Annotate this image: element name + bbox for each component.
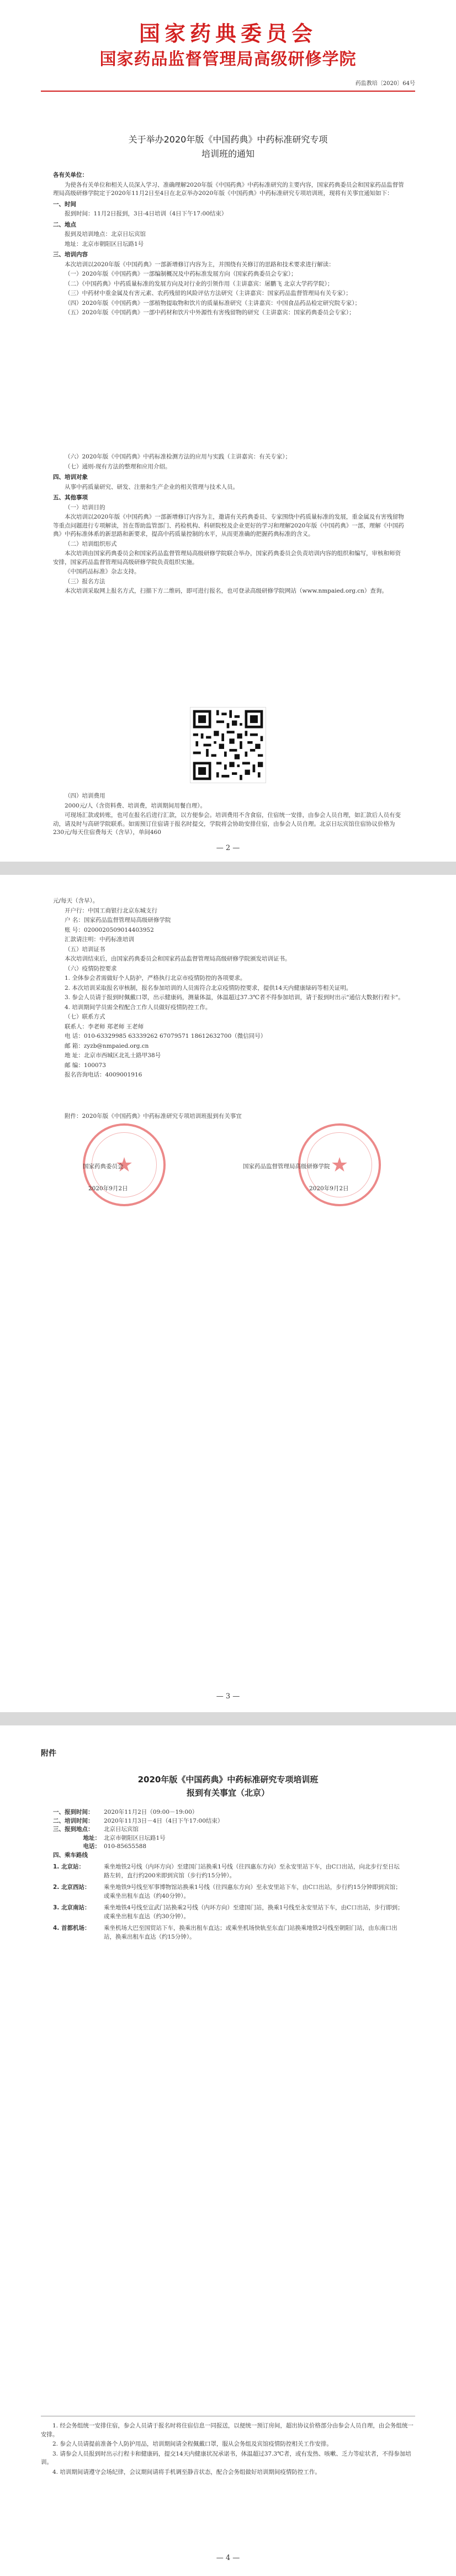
org-header-2: 国家药品监督管理局高级研修学院 bbox=[99, 50, 357, 69]
page-gap bbox=[0, 862, 456, 875]
star-icon: ★ bbox=[330, 1153, 349, 1176]
attachment-row: 地址： 北京市朝阳区日坛路1号 bbox=[83, 1834, 166, 1841]
section-3: 三、培训内容 bbox=[53, 251, 88, 258]
bank-account-name: 户 名：国家药品监督管理局高级研修学院 bbox=[65, 917, 171, 923]
title-line-1: 关于举办2020年版《中国药典》中药标准研究专项 bbox=[128, 134, 328, 145]
section-3-item: （二）《中国药典》中药质量标准的发展方向及对行业的引领作用（主讲嘉宾：屠鹏飞 北京大学药学院）； bbox=[65, 280, 333, 287]
note-item: 4. 培训期间请遵守会场纪律，会议期间请将手机调至静音状态，配合会务组做好培训期间疫情防控工作。 bbox=[52, 2468, 321, 2475]
section-5: 五、其他事项 bbox=[53, 494, 88, 501]
route-row: 1. 北京站： 乘坐地铁2号线（内环方向）至建国门站换乘1号线（往四惠东方向）至永安里站下车，由C口出站，向北步行至日坛路左转，直行约200米即到宾馆（步行约15分钟）。 bbox=[53, 1864, 400, 1879]
covid-item: 3. 参会人员请于报到时佩戴口罩，出示健康码，测量体温，体温超过37.3℃者不得参加培训，请于报到时出示"通信大数据行程卡"。 bbox=[65, 994, 404, 1001]
section-3-tail: （七）通则-现有方法的整理和应用介绍。 bbox=[65, 463, 171, 470]
section-5-3: （三）报名方法 bbox=[65, 578, 105, 585]
attachment-row: 四、乘车路线 bbox=[53, 1851, 88, 1859]
bank-name: 开户行：中国工商银行北京东城支行 bbox=[65, 907, 157, 914]
sign-date-2: 2020年9月2日 bbox=[309, 1185, 349, 1192]
page-3-body bbox=[53, 897, 404, 1081]
section-4-text: 从事中药质量研究、研发、注册和生产企业的相关管理与技术人员。 bbox=[65, 483, 238, 490]
covid-item: 2. 本次培训采取报名审核制，报名参加培训的人员需符合北京疫情防控要求，提供14天内健康绿码等相关证明。 bbox=[65, 984, 352, 991]
section-3-item: （四）2020年版《中国药典》一部植物提取物和饮片的质量标准研究（主讲嘉宾：中国食品药品检定研究院专家）； bbox=[65, 299, 360, 307]
section-5-4-text-2: 可现场汇款或转账，也可在报名后进行汇款，以方便参会。培训费用不含食宿，住宿统一安排，由参会人员自理，如汇款后人员有变动，请及时与高研学院联系。如需预订住宿请于报名时提交，学院将会协助安排住宿，由参会人员自理。北京日坛宾馆住宿协议价格为230元/每天住宿费每天（含早），单间460 bbox=[53, 812, 401, 836]
section-4: 四、培训对象 bbox=[53, 474, 88, 481]
title-line-2: 培训班的通知 bbox=[201, 149, 254, 159]
covid-item: 4. 培训期间学员需全程配合工作人员做好疫情防控工作。 bbox=[65, 1004, 211, 1011]
signature-2: 国家药品监督管理局高级研修学院 bbox=[243, 1163, 330, 1170]
section-5-6: （六）疫情防控要求 bbox=[65, 965, 117, 972]
sheet-3 bbox=[0, 1725, 456, 2576]
attachment-row: 一、报到时间： 2020年11月2日（09:00－19:00） bbox=[53, 1809, 198, 1815]
section-5-7: （七）联系方式 bbox=[65, 1013, 105, 1020]
section-3-item: （六）2020年版《中国药典》中药标准检测方法的应用与实践（主讲嘉宾：有关专家）； bbox=[65, 453, 291, 460]
red-divider bbox=[41, 91, 415, 92]
section-3-item: （三）中药材中重金属及有害元素、农药残留的风险评估方法研究（主讲嘉宾：国家药品监督管理局有关专家）； bbox=[65, 290, 352, 297]
fees-body bbox=[53, 792, 404, 838]
section-3-item: （五）2020年版《中国药典》一部中药材和饮片中外源性有害残留物的研究（主讲嘉宾：国家药典委员会专家）； bbox=[65, 309, 355, 316]
section-5-1: （一）培训目的 bbox=[65, 504, 105, 511]
remit-note: 汇款请注明：中药标准培训 bbox=[65, 936, 134, 943]
section-5-5: （五）培训证书 bbox=[65, 946, 105, 953]
sheet-2 bbox=[0, 875, 456, 1712]
attachment-notes bbox=[41, 2416, 415, 2478]
greeting: 各有关单位： bbox=[53, 172, 88, 178]
notice-title bbox=[41, 133, 415, 161]
attachment-row: 电话： 010-85655588 bbox=[83, 1843, 147, 1850]
attachment-title-1: 2020年版《中国药典》中药标准研究专项培训班 bbox=[137, 1775, 319, 1785]
covid-item: 1. 全体参会者需做好个人防护，严格执行北京市疫情防控的各项要求。 bbox=[65, 975, 246, 981]
section-2-text-1: 报到及培训地点：北京日坛宾馆 bbox=[65, 231, 146, 237]
notice-body-cont bbox=[53, 453, 404, 597]
attachment-reference bbox=[53, 1112, 404, 1122]
attachment-rows bbox=[53, 1808, 404, 1945]
section-2-text-2: 地址：北京市朝阳区日坛路1号 bbox=[65, 240, 144, 247]
attachment-label: 附件 bbox=[41, 1749, 56, 1758]
star-icon: ★ bbox=[115, 1153, 134, 1176]
page-number: — 3 — bbox=[216, 1692, 240, 1701]
page-gap bbox=[0, 1712, 456, 1725]
section-5-2: （二）培训组织形式 bbox=[65, 540, 117, 547]
section-1-text: 报到时间：11月2日报到，3日-4日培训（4日下午17:00结束） bbox=[65, 210, 227, 217]
section-1: 一、时间 bbox=[53, 200, 76, 208]
attachment-row: 三、报到地点： 北京日坛宾馆 bbox=[53, 1826, 139, 1833]
contact-line: 报名咨询电话：4009001916 bbox=[65, 1071, 142, 1078]
note-item: 1. 经会务组统一安排住宿，参会人员请于报名时将住宿信息一同报送，以便统一预订房间，超出协议价格部分由参会人员自理，由会务组统一安排。 bbox=[41, 2422, 413, 2438]
contact-line: 电 话：010-63329985 63339262 67079571 18612632700（微信同号） bbox=[65, 1033, 267, 1039]
notice-body bbox=[53, 169, 404, 319]
route-row: 4. 首都机场： 乘坐机场大巴至国贸站下车，换乘出租车直达；或乘坐机场快轨至东直门站换乘地铁2号线至朝阳门站，由东南口出站，换乘出租车直达（约15分钟）。 bbox=[53, 1925, 397, 1940]
attachment-title-2: 报到有关事宜（北京） bbox=[186, 1788, 269, 1798]
attachment-ref-text: 附件：2020年版《中国药典》中药标准研究专项培训班报到有关事宜 bbox=[65, 1113, 242, 1120]
section-3-item: （一）2020年版《中国药典》一部编制概况及中药标准发展方向（国家药典委员会专家）； bbox=[65, 271, 297, 277]
page-number: — 4 — bbox=[216, 2554, 240, 2562]
section-5-3-text: 本次培训采取网上报名方式，扫描下方二维码，即可进行报名，也可登录高级研修学院网站（www.nmpaied.org.cn）查询。 bbox=[65, 588, 388, 594]
page-number: — 2 — bbox=[216, 844, 240, 852]
note-item: 3. 请参会人员报到时出示行程卡和健康码，提交14天内健康状况承诺书，体温超过37.3℃者，或有发热、咳嗽、乏力等症状者，不得参加培训。 bbox=[41, 2450, 411, 2466]
note-item: 2. 参会人员请提前准备个人防护用品，培训期间请全程佩戴口罩，服从会务组及宾馆疫情防控相关工作安排。 bbox=[52, 2441, 332, 2447]
contact-line: 邮 箱：zyzb@nmpaied.org.cn bbox=[65, 1042, 149, 1049]
org-header-1: 国家药典委员会 bbox=[139, 21, 317, 46]
registration-qr-code[interactable] bbox=[190, 707, 266, 783]
qr-code-icon bbox=[190, 708, 266, 783]
intro: 为使各有关单位和相关人员深入学习、准确理解2020年版《中国药典》中药标准研究的主要内容，国家药典委员会和国家药品监督管理局高级研修学院定于2020年11月2日至4日在北京举办2020年版《中国药典》中药标准研究专项培训班，现将有关事宜通知如下： bbox=[53, 181, 404, 197]
section-5-5-text: 本次培训结束后，由国家药典委员会和国家药品监督管理局高级研修学院颁发培训证书。 bbox=[65, 956, 291, 962]
route-row: 3. 北京南站： 乘坐地铁4号线至宣武门站换乘2号线（内环方向）至建国门站，换乘1号线至永安里站下车，由C口出站，步行即到；或乘坐出租车直达（约30分钟）。 bbox=[53, 1904, 404, 1920]
section-2: 二、地点 bbox=[53, 221, 76, 228]
section-5-2-text: 本次培训由国家药典委员会和国家药品监督管理局高级研修学院联合举办，国家药典委员会负责培训内容的组织和编写，审核和师资安排，国家药品监督管理局高级研修学院负责组织实施。 bbox=[53, 550, 401, 566]
section-3-intro: 本次培训以2020年版《中国药典》一部新增修订内容为主，并围绕有关修订的思路和技术要求进行解读： bbox=[65, 261, 335, 268]
section-5-4-text-1: 2000元/人（含资料费、培训费，培训期间用餐自理）。 bbox=[65, 802, 206, 809]
attachment-row: 二、培训时间： 2020年11月3日－4日（4日下午17:00结束） bbox=[53, 1817, 224, 1824]
sign-date-1: 2020年9月2日 bbox=[88, 1185, 128, 1192]
section-5-4: （四）培训费用 bbox=[65, 793, 105, 799]
document-number: 药监教培〔2020〕64号 bbox=[355, 81, 415, 87]
signature-1: 国家药典委员会 bbox=[83, 1163, 124, 1170]
fees-continued: 元/每天（含早）。 bbox=[53, 898, 99, 904]
contact-line: 地 址：北京市西城区北礼士路甲38号 bbox=[65, 1052, 161, 1059]
section-5-1-text: 本次培训以2020年版《中国药典》一部新增修订内容为主，邀请有关药典委员、专家围绕中药质量标准的发展，重金属及有害残留物等重点问题进行专项解读，旨在帮助监管部门、药检机构、科研院校及企业更好的学习和理解2020年版《中国药典》一部，理解《中国药典》中药标准体系的新思路和新要求，提高中药质量控制的水平，从而更准确的把握药典标准的含义。 bbox=[53, 514, 404, 537]
attachment-title bbox=[41, 1773, 415, 1799]
bank-account-number: 账 号：0200020509014403952 bbox=[65, 926, 154, 933]
route-row: 2. 北京西站： 乘坐地铁9号线至军事博物馆站换乘1号线（往四惠东方向）至永安里站下车，由C口出站，步行约15分钟即到宾馆；或乘坐出租车直达（约40分钟）。 bbox=[53, 1884, 401, 1899]
section-5-2-text-2: 《中国药品标准》杂志支持。 bbox=[65, 568, 140, 575]
contact-line: 联系人：李老师 郑老师 王老师 bbox=[65, 1023, 144, 1030]
contact-line: 邮 编：100073 bbox=[65, 1062, 106, 1069]
sheet-1 bbox=[0, 0, 456, 862]
